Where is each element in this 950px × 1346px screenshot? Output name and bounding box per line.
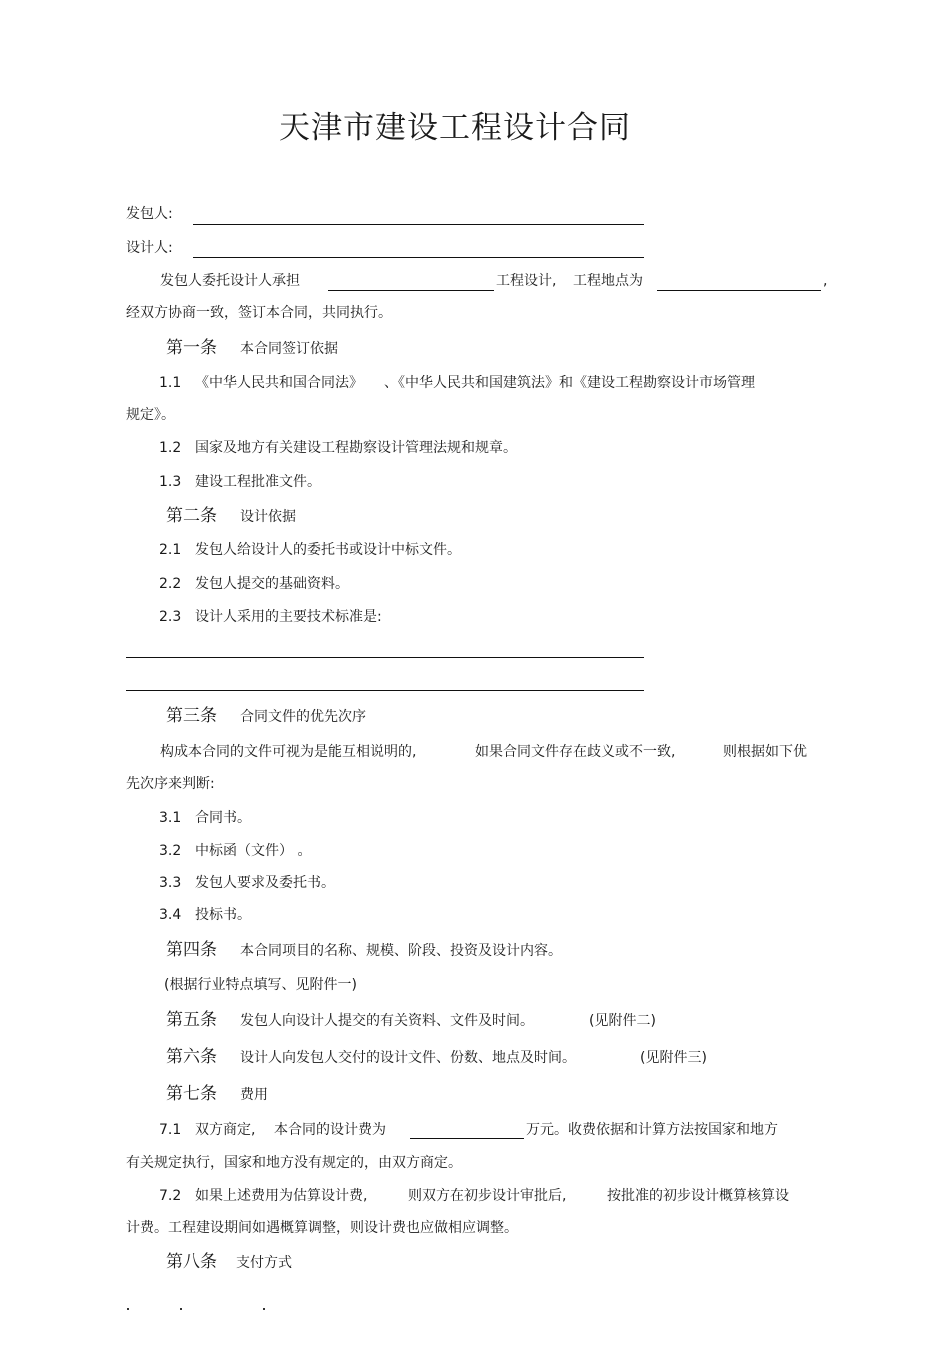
article-3-para-a: 构成本合同的文件可视为是能互相说明的, [160, 744, 417, 760]
article-1-heading: 第一条 [166, 338, 217, 358]
item-2-2-number: 2.2 [159, 576, 182, 592]
item-1-1-text-a: 《中华人民共和国合同法》 [195, 375, 363, 391]
article-8-heading: 第八条 [166, 1252, 217, 1272]
item-3-3-number: 3.3 [159, 875, 182, 891]
contract-title: 天津市建设工程设计合同 [279, 110, 631, 146]
project-location-blank[interactable] [657, 290, 821, 291]
item-3-1-text: 合同书。 [195, 810, 251, 826]
article-1-title: 本合同签订依据 [240, 341, 338, 357]
party-b-blank[interactable] [193, 257, 644, 258]
item-3-4-number: 3.4 [159, 907, 182, 923]
item-7-2-text-b: 则双方在初步设计审批后, [408, 1188, 567, 1204]
party-a-label: 发包人: [126, 206, 173, 222]
intro-text-1: 发包人委托设计人承担 [160, 273, 300, 289]
article-2-heading: 第二条 [166, 506, 217, 526]
item-3-1-number: 3.1 [159, 810, 182, 826]
article-3-para-2: 先次序来判断: [126, 776, 215, 792]
item-7-2-continued: 计费。工程建设期间如遇概算调整，则设计费也应做相应调整。 [126, 1220, 518, 1236]
item-7-2-number: 7.2 [159, 1188, 182, 1204]
article-4-heading: 第四条 [166, 940, 217, 960]
item-2-3-text: 设计人采用的主要技术标准是: [195, 609, 382, 625]
item-7-1-number: 7.1 [159, 1122, 182, 1138]
item-1-1-text-b: 、《中华人民共和国建筑法》和《建设工程勘察设计市场管理 [384, 375, 755, 391]
article-3-title: 合同文件的优先次序 [240, 709, 366, 725]
item-3-2-text: 中标函（文件） 。 [195, 843, 312, 859]
article-8-title: 支付方式 [236, 1255, 292, 1271]
intro-text-3: 工程地点为 [573, 273, 643, 289]
standards-blank-1[interactable] [126, 657, 644, 658]
article-7-title: 费用 [240, 1087, 268, 1103]
article-2-title: 设计依据 [240, 509, 296, 525]
item-7-1-continued: 有关规定执行，国家和地方没有规定的，由双方商定。 [126, 1155, 462, 1171]
item-1-2-number: 1.2 [159, 440, 182, 456]
item-7-1-text-b: 本合同的设计费为 [274, 1122, 386, 1138]
article-7-heading: 第七条 [166, 1084, 217, 1104]
item-3-2-number: 3.2 [159, 843, 182, 859]
article-5-note: (见附件二) [589, 1013, 656, 1029]
item-1-3-text: 建设工程批准文件。 [195, 474, 321, 490]
item-1-2-text: 国家及地方有关建设工程勘察设计管理法规和规章。 [195, 440, 517, 456]
design-fee-blank[interactable] [410, 1138, 524, 1139]
item-1-3-number: 1.3 [159, 474, 182, 490]
article-3-para-b: 如果合同文件存在歧义或不一致, [475, 744, 676, 760]
article-6-heading: 第六条 [166, 1047, 217, 1067]
article-4-title: 本合同项目的名称、规模、阶段、投资及设计内容。 [240, 943, 562, 959]
article-6-note: (见附件三) [640, 1050, 707, 1066]
article-5-heading: 第五条 [166, 1010, 217, 1030]
article-5-title: 发包人向设计人提交的有关资料、文件及时间。 [240, 1013, 534, 1029]
article-6-title: 设计人向发包人交付的设计文件、份数、地点及时间。 [240, 1050, 576, 1066]
standards-blank-2[interactable] [126, 690, 644, 691]
footer-dot [180, 1308, 182, 1310]
item-2-1-number: 2.1 [159, 542, 182, 558]
item-1-1-continued: 规定》。 [126, 407, 175, 423]
item-2-1-text: 发包人给设计人的委托书或设计中标文件。 [195, 542, 461, 558]
item-2-2-text: 发包人提交的基础资料。 [195, 576, 349, 592]
intro-text-4: , [823, 273, 828, 289]
article-3-heading: 第三条 [166, 706, 217, 726]
item-3-3-text: 发包人要求及委托书。 [195, 875, 335, 891]
item-3-4-text: 投标书。 [195, 907, 251, 923]
item-1-1-number: 1.1 [159, 375, 182, 391]
footer-dot [263, 1308, 265, 1310]
item-7-1-text-a: 双方商定, [195, 1122, 256, 1138]
item-7-1-text-c: 万元。收费依据和计算方法按国家和地方 [526, 1122, 778, 1138]
footer-dot [127, 1308, 129, 1310]
intro-text-2: 工程设计, [496, 273, 557, 289]
item-7-2-text-c: 按批准的初步设计概算核算设 [607, 1188, 789, 1204]
item-2-3-number: 2.3 [159, 609, 182, 625]
project-name-blank[interactable] [328, 290, 494, 291]
party-b-label: 设计人: [126, 240, 173, 256]
article-4-note: (根据行业特点填写、见附件一) [164, 977, 357, 993]
intro-line-2: 经双方协商一致，签订本合同，共同执行。 [126, 305, 392, 321]
item-7-2-text-a: 如果上述费用为估算设计费, [195, 1188, 368, 1204]
party-a-blank[interactable] [193, 224, 644, 225]
article-3-para-c: 则根据如下优 [723, 744, 807, 760]
